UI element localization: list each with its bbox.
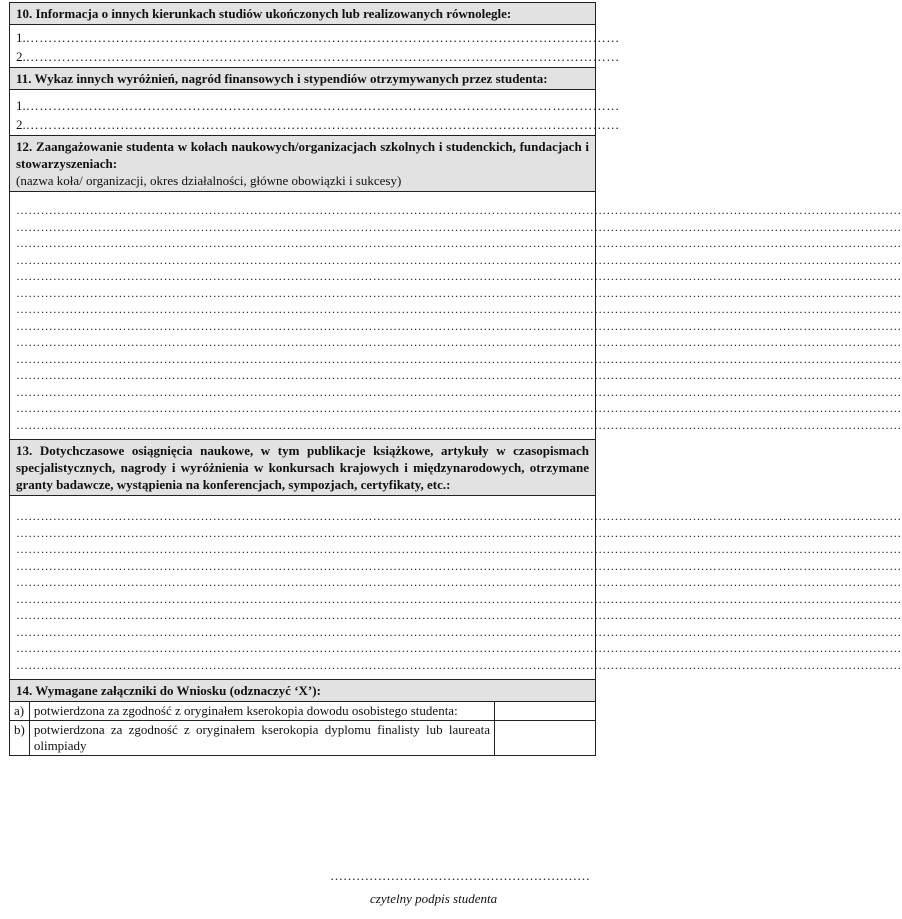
answer-dotted-line[interactable]: ……………………………………………………………………………………………………………………………………………………………………………………………… <box>16 608 902 622</box>
attachment-row-b <box>10 721 595 756</box>
item-number: 1. <box>16 98 26 113</box>
attachment-text: potwierdzona za zgodność z oryginałem kserokopia dowodu osobistego studenta: <box>29 702 494 721</box>
answer-dotted-line[interactable]: ……………………………………………………………………………………………………………………………………………………………………………………………… <box>16 401 902 415</box>
section-11-line-2[interactable] <box>16 115 620 134</box>
fill-dots: …………………………………………………………………………………………………………………… <box>25 49 620 64</box>
attachment-text: potwierdzona za zgodność z oryginałem kserokopia dyplomu finalisty lub laureata olimpiady <box>29 721 494 756</box>
section-10 <box>10 3 620 68</box>
answer-dotted-line[interactable]: ……………………………………………………………………………………………………………………………………………………………………………………………… <box>16 236 902 250</box>
answer-dotted-line[interactable]: ……………………………………………………………………………………………………………………………………………………………………………………………… <box>16 384 902 399</box>
answer-dotted-line[interactable]: ……………………………………………………………………………………………………………………………………………………………………………………………… <box>16 624 902 639</box>
section-12-answer-area[interactable] <box>10 191 902 439</box>
answer-dotted-line[interactable]: ……………………………………………………………………………………………………………………………………………………………………………………………… <box>16 285 902 300</box>
item-number: 1. <box>16 30 26 45</box>
answer-dotted-line[interactable]: ……………………………………………………………………………………………………………………………………………………………………………………………… <box>16 558 902 573</box>
answer-dotted-line[interactable]: ……………………………………………………………………………………………………………………………………………………………………………………………… <box>16 318 902 333</box>
attachment-row-a <box>10 702 595 721</box>
fill-dots: …………………………………………………………………………………………………………………… <box>25 30 620 45</box>
answer-dotted-line[interactable]: ……………………………………………………………………………………………………………………………………………………………………………………………… <box>16 252 902 267</box>
fill-dots: …………………………………………………………………………………………………………………… <box>25 98 620 113</box>
answer-dotted-line[interactable]: ……………………………………………………………………………………………………………………………………………………………………………………………… <box>16 509 902 523</box>
section-12-header <box>10 136 595 191</box>
item-number: 2. <box>16 117 26 132</box>
answer-dotted-line[interactable]: ……………………………………………………………………………………………………………………………………………………………………………………………… <box>16 575 902 589</box>
application-form <box>9 2 902 756</box>
section-12-subtitle: (nazwa koła/ organizacji, okres działalności, główne obowiązki i sukcesy) <box>16 173 402 188</box>
answer-dotted-line[interactable]: ……………………………………………………………………………………………………………………………………………………………………………………………… <box>16 542 902 556</box>
answer-dotted-line[interactable]: ……………………………………………………………………………………………………………………………………………………………………………………………… <box>16 417 902 432</box>
section-13-answer-area[interactable] <box>10 495 902 679</box>
attachment-label: a) <box>10 702 29 721</box>
section-12 <box>10 136 902 440</box>
section-14-title: 14. Wymagane załączniki do Wniosku (odznaczyć ‘X’): <box>10 680 595 701</box>
section-13-title: 13. Dotychczasowe osiągnięcia naukowe, w tym publikacje książkowe, artykuły w czasopismach specjalistycznych, nagrody i wyróżnienia w konkursach krajowych i międzynarodowych, otrzymane granty badawcze, wystąpienia na konferencjach, sympozjach, certyfikaty, etc.: <box>10 440 595 495</box>
attachments-table <box>10 701 595 755</box>
answer-dotted-line[interactable]: ……………………………………………………………………………………………………………………………………………………………………………………………… <box>16 657 902 672</box>
section-11 <box>10 68 620 136</box>
attachment-label: b) <box>10 721 29 756</box>
attachment-checkbox-b[interactable] <box>495 721 596 756</box>
signature-line[interactable]: …………………………………………………… <box>330 868 590 883</box>
answer-dotted-line[interactable]: ……………………………………………………………………………………………………………………………………………………………………………………………… <box>16 203 902 217</box>
answer-dotted-line[interactable]: ……………………………………………………………………………………………………………………………………………………………………………………………… <box>16 525 902 540</box>
answer-dotted-line[interactable]: ……………………………………………………………………………………………………………………………………………………………………………………………… <box>16 351 902 366</box>
section-10-line-2[interactable] <box>16 47 620 66</box>
answer-dotted-line[interactable]: ……………………………………………………………………………………………………………………………………………………………………………………………… <box>16 641 902 655</box>
section-12-title: 12. Zaangażowanie studenta w kołach naukowych/organizacjach szkolnych i studenckich, fundacjach i stowarzyszeniach: <box>16 139 589 171</box>
answer-dotted-line[interactable]: ……………………………………………………………………………………………………………………………………………………………………………………………… <box>16 591 902 606</box>
section-10-line-1[interactable] <box>16 28 620 47</box>
section-10-title: 10. Informacja o innych kierunkach studiów ukończonych lub realizowanych równolegle: <box>10 3 595 24</box>
section-14 <box>10 680 595 756</box>
signature-label: czytelny podpis studenta <box>370 891 498 906</box>
attachment-checkbox-a[interactable] <box>495 702 596 721</box>
item-number: 2. <box>16 49 26 64</box>
answer-dotted-line[interactable]: ……………………………………………………………………………………………………………………………………………………………………………………………… <box>16 302 902 316</box>
section-13 <box>10 440 902 680</box>
section-11-title: 11. Wykaz innych wyróżnień, nagród finansowych i stypendiów otrzymywanych przez studenta: <box>10 68 595 89</box>
answer-dotted-line[interactable]: ……………………………………………………………………………………………………………………………………………………………………………………………… <box>16 219 902 234</box>
answer-dotted-line[interactable]: ……………………………………………………………………………………………………………………………………………………………………………………………… <box>16 335 902 349</box>
answer-dotted-line[interactable]: ……………………………………………………………………………………………………………………………………………………………………………………………… <box>16 269 902 283</box>
section-11-line-1[interactable] <box>16 96 620 115</box>
answer-dotted-line[interactable]: ……………………………………………………………………………………………………………………………………………………………………………………………… <box>16 368 902 382</box>
fill-dots: …………………………………………………………………………………………………………………… <box>25 117 620 132</box>
